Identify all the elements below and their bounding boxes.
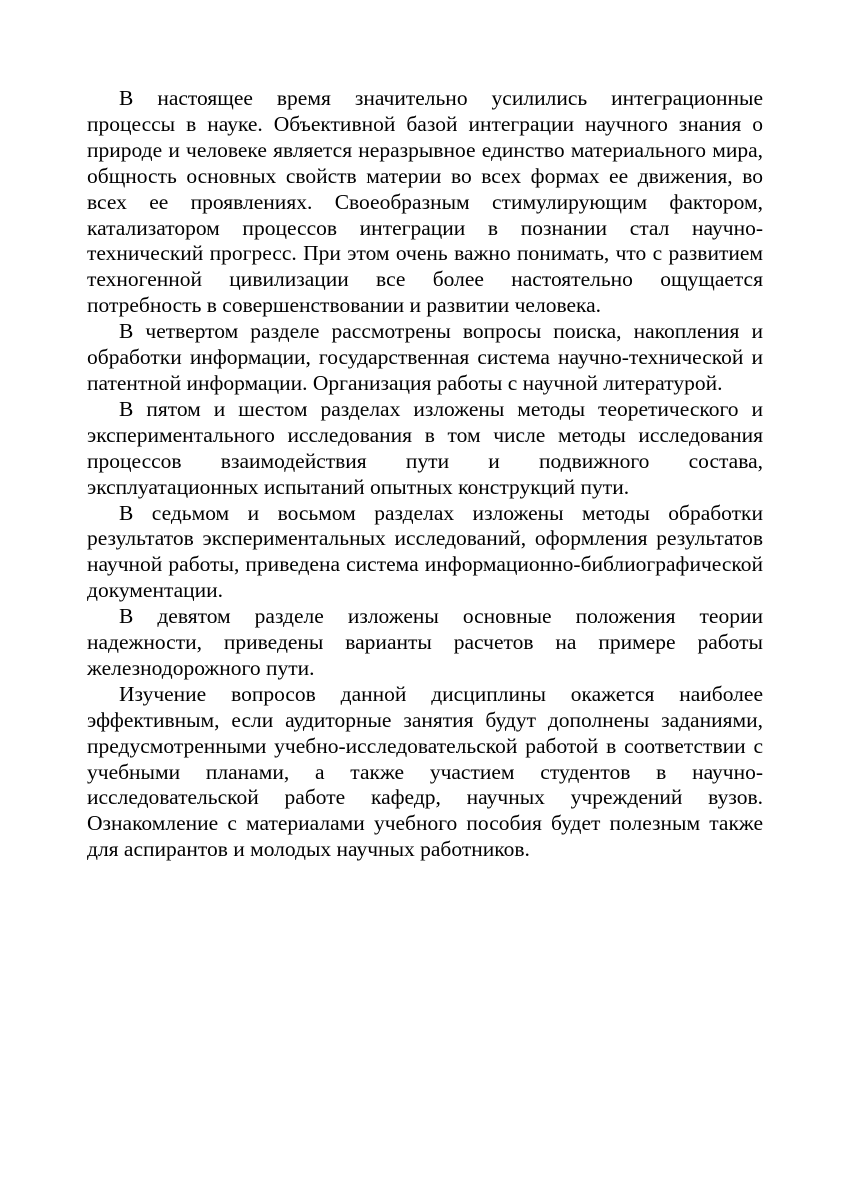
paragraph-section-four: В четвертом разделе рассмотрены вопросы поиска, накопления и обработки информации, государственная система научно-технической и патентной информации. Организация работы с научной литературой.: [87, 319, 763, 395]
paragraph-sections-five-six: В пятом и шестом разделах изложены методы теоретического и экспериментального исследования в том числе методы исследования процессов взаимодействия пути и подвижного состава, эксплуатационных испытаний опытных конструкций пути.: [87, 396, 763, 499]
paragraph-section-nine: В девятом разделе изложены основные положения теории надежности, приведены варианты расчетов на примере работы железнодорожного пути.: [87, 604, 763, 680]
paragraph-sections-seven-eight: В седьмом и восьмом разделах изложены методы обработки результатов экспериментальных исследований, оформления результатов научной работы, приведена система информационно-библиографической документации.: [87, 500, 763, 603]
paragraph-integration: В настоящее время значительно усилились интеграционные процессы в науке. Объективной базой интеграции научного знания о природе и человеке является неразрывное единство материального мира, общность основных свойств материи во всех формах ее движения, во всех ее проявлениях. Своеобразным стимулирующим фактором, катализатором процессов интеграции в познании стал научно-технический прогресс. При этом очень важно понимать, что с развитием техногенной цивилизации все более настоятельно ощущается потребность в совершенствовании и развитии человека.: [87, 86, 763, 318]
document-page: [87, 86, 763, 863]
paragraph-conclusion: Изучение вопросов данной дисциплины окажется наиболее эффективным, если аудиторные занятия будут дополнены заданиями, предусмотренными учебно-исследовательской работой в соответствии с учебными планами, а также участием студентов в научно-исследовательской работе кафедр, научных учреждений вузов. Ознакомление с материалами учебного пособия будет полезным также для аспирантов и молодых научных работников.: [87, 681, 763, 862]
